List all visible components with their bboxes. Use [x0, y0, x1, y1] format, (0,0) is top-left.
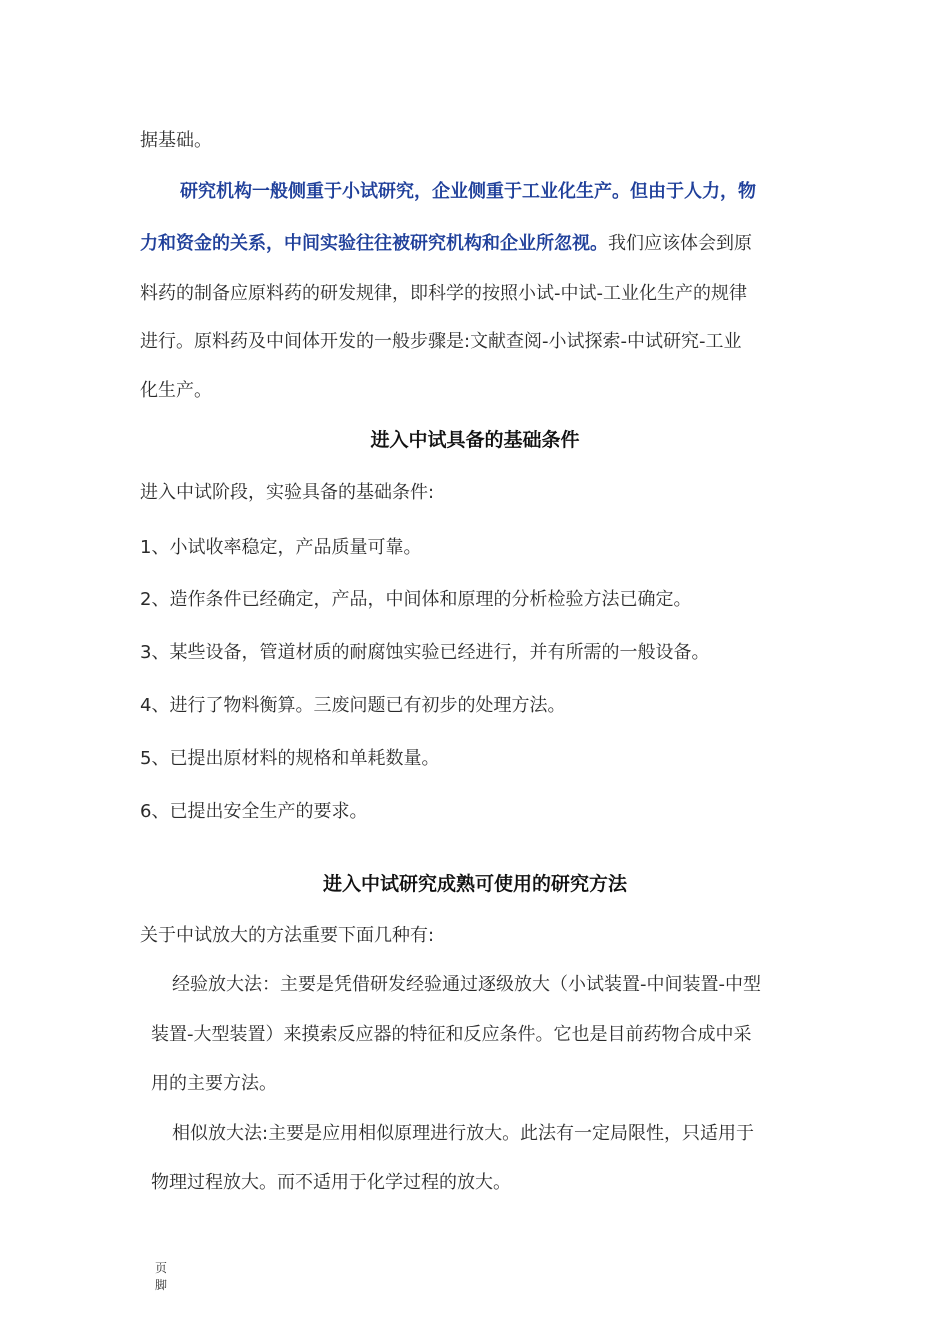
list-item: 3、某些设备，管道材质的耐腐蚀实验已经进行，并有所需的一般设备。	[140, 642, 710, 663]
footer-label	[155, 1260, 169, 1294]
highlight-line	[180, 181, 756, 203]
section-heading: 进入中试研究成熟可使用的研究方法	[322, 873, 627, 895]
footer-char: 脚	[155, 1278, 168, 1292]
list-item: 1、小试收率稳定，产品质量可靠。	[140, 537, 422, 558]
text-line: 据基础。	[140, 130, 212, 151]
body-text: 我们应该体会到原	[608, 233, 752, 254]
text-line: 相似放大法:主要是应用相似原理进行放大。此法有一定局限性，只适用于	[172, 1123, 755, 1144]
text-line: 用的主要方法。	[151, 1073, 277, 1094]
section-intro: 进入中试阶段，实验具备的基础条件:	[140, 482, 435, 503]
list-item: 2、造作条件已经确定，产品，中间体和原理的分析检验方法已确定。	[140, 589, 692, 610]
text-line: 进行。原料药及中间体开发的一般步骤是:文献查阅-小试探索-中试研究-工业	[140, 331, 742, 352]
text-line: 装置-大型装置）来摸索反应器的特征和反应条件。它也是目前药物合成中采	[151, 1024, 752, 1045]
text-line: 物理过程放大。而不适用于化学过程的放大。	[151, 1172, 511, 1193]
list-item: 5、已提出原材料的规格和单耗数量。	[140, 748, 440, 769]
list-item: 6、已提出安全生产的要求。	[140, 801, 368, 822]
text-line	[140, 233, 752, 255]
text-line: 料药的制备应原料药的研发规律，即科学的按照小试-中试-工业化生产的规律	[140, 283, 747, 304]
section-heading: 进入中试具备的基础条件	[370, 429, 580, 451]
footer-char: 页	[155, 1261, 168, 1275]
highlight-text: 力和资金的关系，中间实验往往被研究机构和企业所忽视。	[140, 233, 608, 254]
text-line: 经验放大法：主要是凭借研发经验通过逐级放大（小试装置-中间装置-中型	[172, 974, 761, 995]
section-intro: 关于中试放大的方法重要下面几种有:	[140, 925, 435, 946]
list-item: 4、进行了物料衡算。三废问题已有初步的处理方法。	[140, 695, 566, 716]
highlight-text: 研究机构一般侧重于小试研究，企业侧重于工业化生产。但由于人力，物	[180, 181, 756, 202]
text-line: 化生产。	[140, 380, 212, 401]
